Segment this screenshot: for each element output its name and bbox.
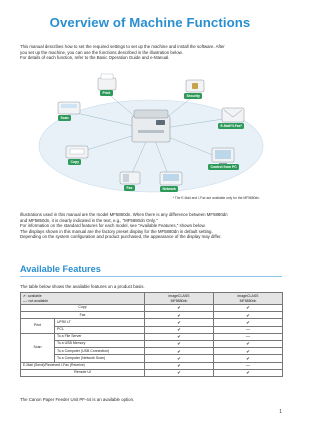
- label-print: Print: [100, 90, 113, 96]
- availability-mark: ✔: [214, 312, 283, 319]
- diagram-note: * The E-Mail and I-Fax are available only for the MF5880dn.: [172, 196, 260, 200]
- body-line: For information on the standard features for each model, see "Available Features," shown below.: [20, 223, 206, 229]
- availability-mark: ✔: [214, 369, 283, 376]
- label-network: Network: [160, 186, 178, 192]
- column-header-mf5880dn: imageCLASS MF5880dn: [145, 293, 214, 305]
- intro-line: For details of each function, refer to the Basic Operation Guide and e-Manual.: [20, 55, 170, 61]
- section-divider: [20, 276, 282, 277]
- table-intro: The table below shows the available features on a product basis.: [20, 284, 145, 289]
- row-label: UFRII LT: [55, 319, 145, 326]
- availability-mark: ✔: [214, 355, 283, 362]
- legend-available: ✔: available: [23, 293, 42, 298]
- availability-mark: ✔: [145, 305, 214, 312]
- body-paragraph: [20, 212, 282, 240]
- row-label: To a Computer (Network Scan): [55, 355, 145, 362]
- multifunction-printer-icon: [132, 110, 170, 142]
- copy-device-icon: [66, 146, 88, 158]
- function-diagram: [20, 68, 282, 200]
- row-label: Copy: [21, 305, 145, 312]
- row-label: Fax: [21, 312, 145, 319]
- table-row: [21, 348, 283, 355]
- table-row: [21, 312, 283, 319]
- availability-mark: ✔: [145, 326, 214, 333]
- availability-mark: ✔: [214, 348, 283, 355]
- row-label: To a USB Memory: [55, 340, 145, 347]
- table-header-row: [21, 293, 283, 305]
- table-row: [21, 369, 283, 376]
- intro-paragraph: [20, 44, 282, 61]
- table-row: [21, 333, 283, 340]
- availability-mark: ✔: [145, 319, 214, 326]
- page-title: Overview of Machine Functions: [49, 15, 251, 30]
- availability-mark: ✔: [145, 348, 214, 355]
- label-security: Security: [184, 93, 202, 99]
- body-line: The displays shown in this manual are the factory preset display for the MF5880dn in default setting.: [20, 228, 213, 234]
- table-row: [21, 305, 283, 312]
- row-label: To a File Server: [55, 333, 145, 340]
- availability-mark: ✔: [145, 312, 214, 319]
- features-table: [20, 292, 283, 377]
- label-copy: Copy: [68, 159, 81, 165]
- availability-mark: ✔: [214, 319, 283, 326]
- availability-mark: ✔: [214, 340, 283, 347]
- availability-mark: ✔: [145, 355, 214, 362]
- availability-mark: ✔: [145, 362, 214, 369]
- table-row: [21, 340, 283, 347]
- availability-mark: ✔: [145, 333, 214, 340]
- row-label: PCL: [55, 326, 145, 333]
- label-fax: Fax: [124, 185, 135, 191]
- scan-device-icon: [58, 102, 80, 114]
- network-device-icon: [160, 172, 182, 185]
- section-heading: Available Features: [20, 264, 101, 274]
- availability-mark: ✔: [145, 369, 214, 376]
- row-label: To a Computer (USB Connection): [55, 348, 145, 355]
- table-row: [21, 355, 283, 362]
- row-group-label: Scan: [21, 333, 55, 362]
- row-group-label: Print: [21, 319, 55, 333]
- availability-mark: —: [214, 362, 283, 369]
- body-line: Depending on the system configuration and product purchased, the appearance of the display may differ.: [20, 234, 222, 240]
- label-control-from-pc: Control from PC: [208, 164, 239, 170]
- intro-line: you set up the machine, you can use the functions described in the illustration below.: [20, 49, 183, 55]
- row-label: E-Mail (Send)/Received I-Fax (Receive): [21, 362, 145, 369]
- print-device-icon: [98, 74, 116, 90]
- label-email-ifax: E-Mail*/I-Fax*: [218, 123, 244, 129]
- option-note: The Canon Paper Feeder Unit PF-44 is an available option.: [20, 397, 135, 402]
- page-number: 1: [279, 409, 282, 415]
- email-device-icon: [222, 108, 244, 122]
- label-scan: Scan: [58, 115, 71, 121]
- availability-mark: ✔: [145, 340, 214, 347]
- row-label: Remote UI: [21, 369, 145, 376]
- availability-mark: ✔: [214, 305, 283, 312]
- availability-mark: —: [214, 326, 283, 333]
- legend-not-available: —: not available: [23, 298, 49, 303]
- table-row: [21, 326, 283, 333]
- column-header-mf5850dn: imageCLASS MF5850dn: [214, 293, 283, 305]
- table-row: [21, 319, 283, 326]
- diagram-graphic: [20, 68, 282, 200]
- legend-cell: [21, 293, 145, 305]
- availability-mark: —: [214, 333, 283, 340]
- body-line: and MF5850dn, it is clearly indicated in the text, e.g., "MF5880dn Only.": [20, 217, 158, 223]
- fax-device-icon: [120, 172, 140, 184]
- table-row: [21, 362, 283, 369]
- intro-line: This manual describes how to set the required settings to set up the machine and install the software. After: [20, 44, 225, 49]
- body-line: Illustrations used in this manual are the model MF5880dn. When there is any difference between MF5880dn: [20, 212, 228, 217]
- security-device-icon: [186, 80, 204, 92]
